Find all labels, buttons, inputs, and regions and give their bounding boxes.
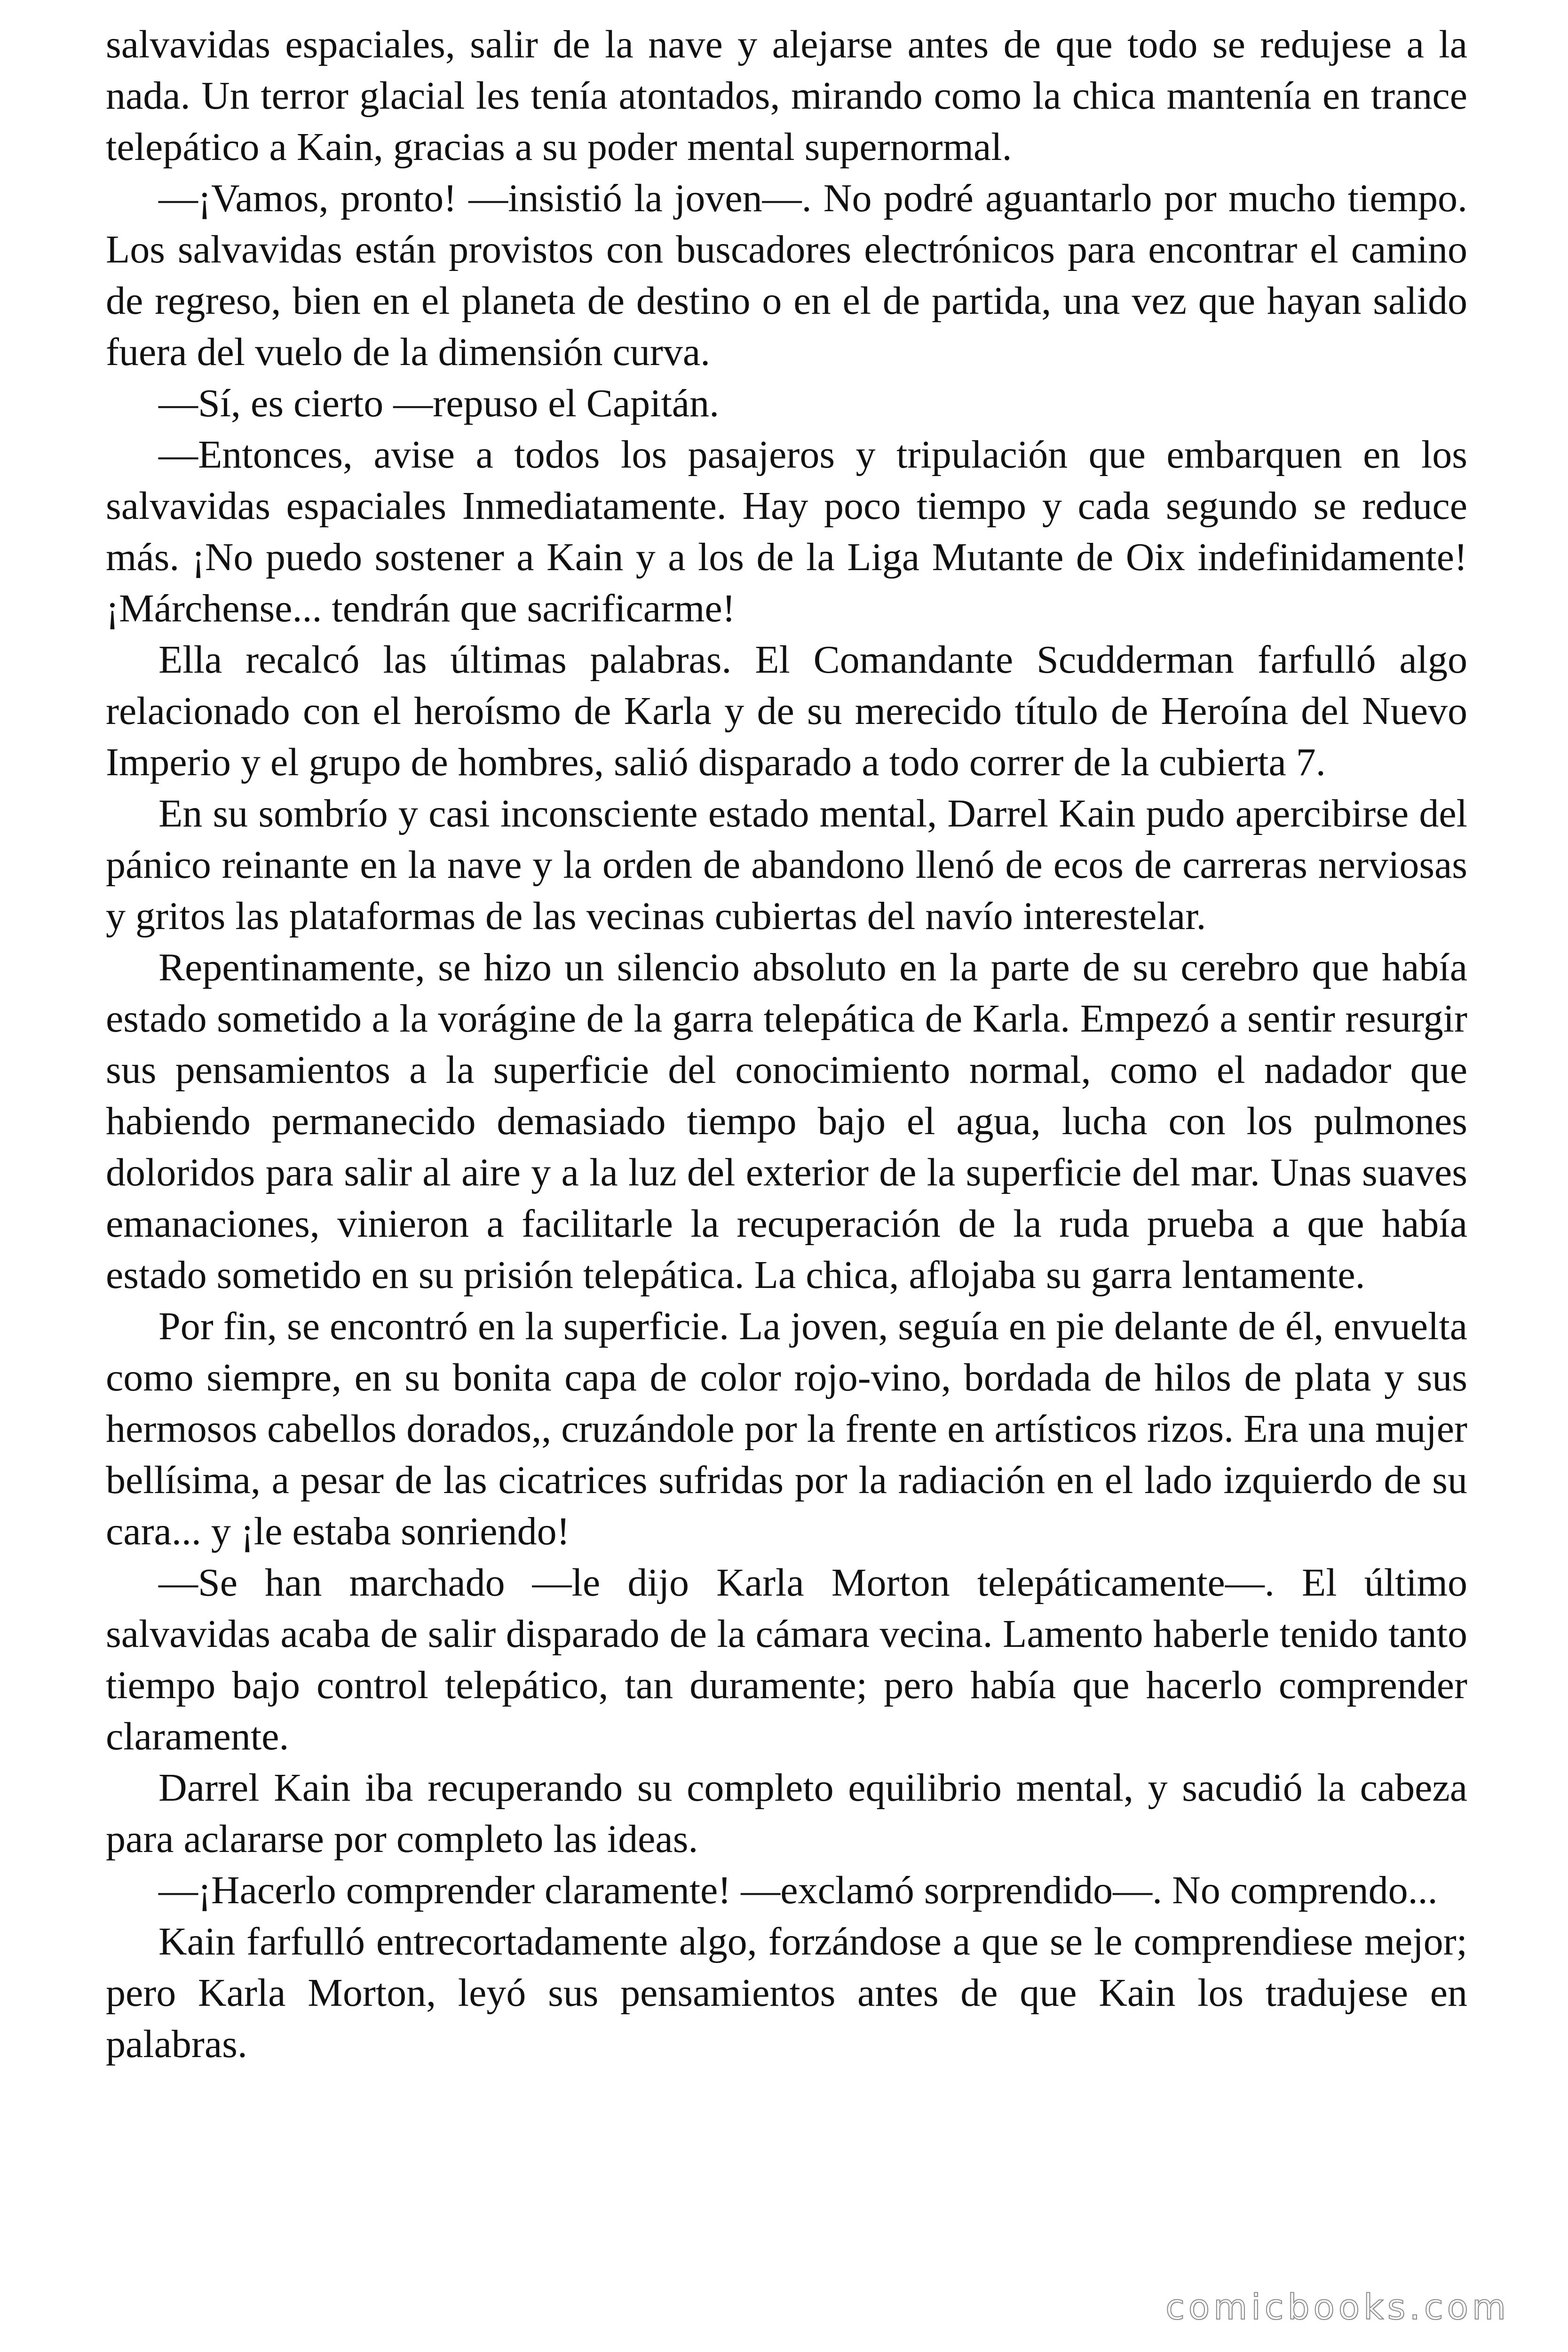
paragraph-9: —Se han marchado —le dijo Karla Morton telepáticamente—. El último salvavidas acaba de salir disparado de la cámara vecina. Lamento haberle tenido tanto tiempo bajo control telepático, tan duramente; pero había que hacerlo comprender claramente. [106, 1561, 1467, 1758]
paragraph-11: —¡Hacerlo comprender claramente! —exclamó sorprendido—. No comprendo... [158, 1868, 1438, 1912]
paragraph-6: En su sombrío y casi inconsciente estado mental, Darrel Kain pudo apercibirse del pánico reinante en la nave y la orden de abandono llenó de ecos de carreras nerviosas y gritos las plataformas de las vecinas cubiertas del navío interestelar. [106, 792, 1467, 938]
paragraph-3: —Sí, es cierto —repuso el Capitán. [158, 381, 720, 425]
paragraph-7: Repentinamente, se hizo un silencio absoluto en la parte de su cerebro que había estado sometido a la vorágine de la garra telepática de Karla. Empezó a sentir resurgir sus pensamientos a la superficie del conocimiento normal, como el nadador que habiendo permanecido demasiado tiempo bajo el agua, lucha con los pulmones doloridos para salir al aire y a la luz del exterior de la superficie del mar. Unas suaves emanaciones, vinieron a facilitarle la recuperación de la ruda prueba a que había estado sometido en su prisión telepática. La chica, aflojaba su garra lentamente. [106, 946, 1467, 1297]
paragraph-2: —¡Vamos, pronto! —insistió la joven—. No podré aguantarlo por mucho tiempo. Los salvavidas están provistos con buscadores electrónicos para encontrar el camino de regreso, bien en el planeta de destino o en el de partida, una vez que hayan salido fuera del vuelo de la dimensión curva. [106, 176, 1467, 374]
paragraph-4: —Entonces, avise a todos los pasajeros y tripulación que embarquen en los salvavidas espaciales Inmediatamente. Hay poco tiempo y cada segundo se reduce más. ¡No puedo sostener a Kain y a los de la Liga Mutante de Oix indefinidamente! ¡Márchense... tendrán que sacrificarme! [106, 433, 1467, 630]
paragraph-10: Darrel Kain iba recuperando su completo equilibrio mental, y sacudió la cabeza para aclararse por completo las ideas. [106, 1766, 1467, 1861]
paragraph-5: Ella recalcó las últimas palabras. El Comandante Scudderman farfulló algo relacionado con el heroísmo de Karla y de su merecido título de Heroína del Nuevo Imperio y el grupo de hombres, salió disparado a todo correr de la cubierta 7. [106, 638, 1467, 784]
page-text [106, 19, 1467, 2070]
paragraph-8: Por fin, se encontró en la superficie. La joven, seguía en pie delante de él, envuelta como siempre, en su bonita capa de color rojo-vino, bordada de hilos de plata y sus hermosos cabellos dorados,, cruzándole por la frente en artísticos rizos. Era una mujer bellísima, a pesar de las cicatrices sufridas por la radiación en el lado izquierdo de su cara... y ¡le estaba sonriendo! [106, 1304, 1467, 1553]
paragraph-1: salvavidas espaciales, salir de la nave y alejarse antes de que todo se redujese a la nada. Un terror glacial les tenía atontados, mirando como la chica mantenía en trance telepático a Kain, gracias a su poder mental supernormal. [106, 23, 1467, 169]
paragraph-12: Kain farfulló entrecortadamente algo, forzándose a que se le comprendiese mejor; pero Karla Morton, leyó sus pensamientos antes de que Kain los tradujese en palabras. [106, 1920, 1467, 2066]
watermark: comicbooks.com [1165, 2287, 1510, 2328]
